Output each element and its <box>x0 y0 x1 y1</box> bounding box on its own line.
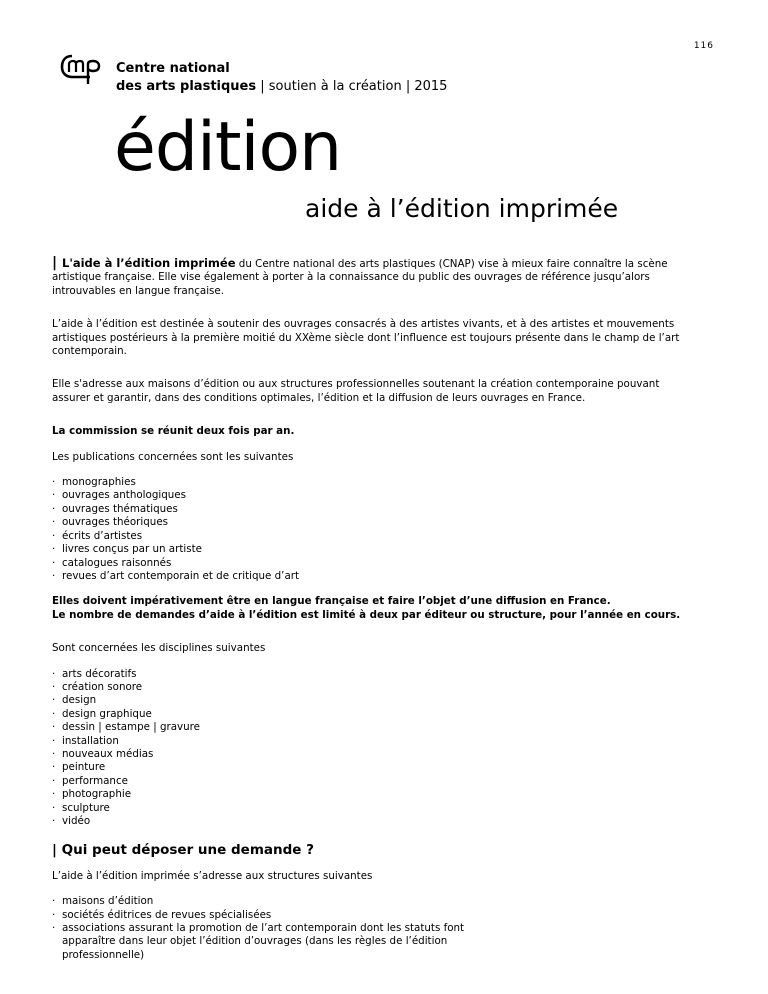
list-item <box>52 516 692 529</box>
bullet-icon: · <box>52 895 56 908</box>
bullet-icon: · <box>52 774 56 787</box>
bullet-icon: · <box>52 734 56 747</box>
bullet-icon: · <box>52 489 56 502</box>
commission-note: La commission se réunit deux fois par an. <box>52 425 295 438</box>
org-name-line1: Centre national <box>116 61 230 76</box>
list-item <box>52 668 692 681</box>
list-item <box>52 570 692 583</box>
list-item-text: peinture <box>62 761 106 774</box>
list-item <box>52 761 692 774</box>
org-name-line2: des arts plastiques <box>116 79 257 94</box>
list-item <box>52 748 692 761</box>
list-item <box>52 708 692 721</box>
bullet-icon: · <box>52 476 56 489</box>
paragraph-audience: Elle s'adresse aux maisons d’édition ou aux structures professionnelles soutenant la création contemporaine pouvant assurer et garantir, dans des conditions optimales, l’édition et la diffusion de leurs ouvrages en France. <box>52 378 660 404</box>
paragraph-scope: L’aide à l’édition est destinée à soutenir des ouvrages consacrés à des artistes vivants, et à des artistes et mouvements artistiques postérieurs à la première moitié du XXème siècle dont l’influence est toujours présente dans le champ de l’art contemporain. <box>52 318 680 358</box>
list-item-text: sociétés éditrices de revues spécialisées <box>62 908 272 921</box>
list-item-text: écrits d’artistes <box>62 529 143 542</box>
list-item <box>52 802 692 815</box>
list-item <box>52 503 692 516</box>
bullet-icon: · <box>52 815 56 827</box>
bullet-icon: · <box>52 707 56 720</box>
bullet-icon: · <box>52 569 56 582</box>
list-item-text: arts décoratifs <box>62 667 137 680</box>
bullet-icon: · <box>52 788 56 801</box>
bullet-icon: · <box>52 761 56 774</box>
bullet-icon: · <box>52 801 56 814</box>
list-item <box>52 788 692 801</box>
page-subtitle: aide à l’édition imprimée <box>305 194 619 223</box>
list-item-text: ouvrages thématiques <box>62 502 178 515</box>
bullet-icon: · <box>52 516 56 529</box>
structures-intro: L’aide à l’édition imprimée s’adresse aux structures suivantes <box>52 869 373 882</box>
list-item <box>52 694 692 707</box>
list-item-text: ouvrages théoriques <box>62 516 169 529</box>
list-item <box>52 530 692 543</box>
list-item <box>52 735 692 748</box>
list-item-text: revues d’art contemporain et de critique d’art <box>62 569 300 582</box>
requirements <box>52 595 692 622</box>
bullet-icon: · <box>52 721 56 734</box>
disciplines-list <box>52 668 692 829</box>
intro-paragraph <box>52 257 692 298</box>
section-bar: | <box>52 255 62 271</box>
main-content <box>52 257 692 974</box>
disciplines-intro: Sont concernées les disciplines suivantes <box>52 642 266 655</box>
publications-list <box>52 476 692 583</box>
list-item <box>52 557 692 570</box>
requirement-limit: Le nombre de demandes d’aide à l’édition est limité à deux par éditeur ou structure, pour l’année en cours. <box>52 608 681 621</box>
list-item <box>52 775 692 788</box>
organization-header <box>116 60 447 96</box>
requirement-language: Elles doivent impérativement être en langue française et faire l’objet d’une diffusion en France. <box>52 595 611 608</box>
list-item-text: livres conçus par un artiste <box>62 543 202 556</box>
list-item-text: ouvrages anthologiques <box>62 489 186 502</box>
bullet-icon: · <box>52 680 56 693</box>
list-item-text: design <box>62 694 97 707</box>
list-item-text: nouveaux médias <box>62 747 154 760</box>
list-item <box>52 489 692 502</box>
bullet-icon: · <box>52 922 56 935</box>
list-item-text: monographies <box>62 476 136 489</box>
intro-text: du Centre national des arts plastiques (CNAP) vise à mieux faire connaître la scène artistique française. Elle vise également à porter à la connaissance du public des ouvrages de référence jusqu’alors introuvables en langue française. <box>52 258 668 297</box>
bullet-icon: · <box>52 502 56 515</box>
list-item-text: associations assurant la promotion de l’art contemporain dont les statuts font apparaître dans leur objet l’édition d’ouvrages (dans les règles de l’édition professionnelle) <box>62 922 465 961</box>
list-item-text: dessin | estampe | gravure <box>62 721 201 734</box>
bullet-icon: · <box>52 556 56 569</box>
list-item <box>52 909 512 922</box>
cnap-logo <box>60 52 106 86</box>
list-item-text: design graphique <box>62 707 152 720</box>
page-number: 116 <box>693 41 714 51</box>
org-tagline: | soutien à la création | 2015 <box>256 79 448 94</box>
structures-list <box>52 895 512 962</box>
list-item-text: vidéo <box>62 815 91 827</box>
list-item-text: catalogues raisonnés <box>62 556 172 569</box>
list-item-text: performance <box>62 774 128 787</box>
list-item-text: création sonore <box>62 680 143 693</box>
bullet-icon: · <box>52 694 56 707</box>
intro-strong: L'aide à l’édition imprimée <box>62 256 236 270</box>
list-item-text: photographie <box>62 788 132 801</box>
bullet-icon: · <box>52 529 56 542</box>
bullet-icon: · <box>52 543 56 556</box>
page-title: édition <box>114 108 342 187</box>
list-item-text: sculpture <box>62 801 110 814</box>
list-item <box>52 681 692 694</box>
list-item <box>52 721 692 734</box>
list-item <box>52 815 692 828</box>
list-item-text: maisons d’édition <box>62 895 154 908</box>
bullet-icon: · <box>52 908 56 921</box>
list-item <box>52 543 692 556</box>
list-item-text: installation <box>62 734 119 747</box>
bullet-icon: · <box>52 667 56 680</box>
list-item <box>52 895 512 908</box>
bullet-icon: · <box>52 747 56 760</box>
list-item <box>52 476 692 489</box>
section-heading-who: | Qui peut déposer une demande ? <box>52 842 314 859</box>
list-item <box>52 922 512 962</box>
publications-intro: Les publications concernées sont les suivantes <box>52 450 294 463</box>
